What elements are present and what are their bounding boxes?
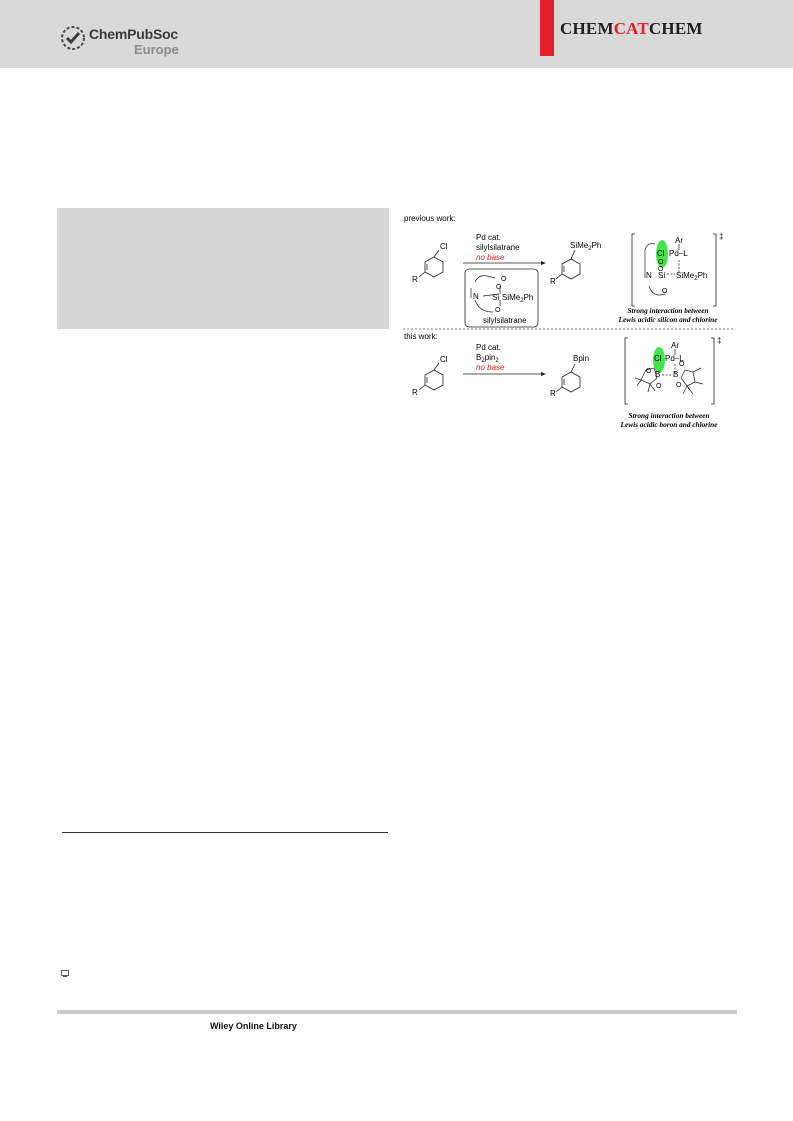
- current-ts-b2: B: [673, 370, 679, 379]
- previous-reactant-r: R: [412, 275, 418, 284]
- footnote-rule: [62, 832, 388, 833]
- reaction-scheme: [403, 208, 733, 433]
- current-cond-catalyst: Pd cat.: [476, 343, 501, 352]
- publisher-name: ChemPubSoc: [89, 26, 179, 42]
- silatrane-si: Si: [492, 293, 500, 302]
- current-ts-o3: O: [679, 361, 685, 368]
- current-ts-brackets: [625, 338, 714, 404]
- this-work-heading: this work:: [404, 332, 438, 341]
- previous-product: [556, 250, 580, 279]
- footer-rule: [57, 1010, 737, 1014]
- journal-accent-bar: [540, 0, 554, 56]
- silatrane-o-bottom: O: [495, 307, 501, 314]
- previous-ts-simeph: SiMe$_2$Ph: [676, 271, 708, 282]
- page-header: [0, 0, 793, 68]
- previous-work-heading: previous work:: [404, 214, 456, 223]
- previous-ts-cl: Cl: [657, 249, 665, 258]
- silylsilatrane-label: silylsilatrane: [483, 316, 527, 325]
- current-reactant: [419, 363, 443, 390]
- wiley-online-library[interactable]: Wiley Online Library: [210, 1021, 297, 1031]
- current-ts-ar: Ar: [671, 341, 679, 350]
- current-product-bpin: Bpin: [573, 354, 590, 363]
- previous-cond-catalyst: Pd cat.: [476, 233, 501, 242]
- supporting-info-icon[interactable]: [61, 970, 69, 977]
- previous-ts-n: N: [646, 271, 652, 280]
- current-product-r: R: [550, 389, 556, 398]
- current-ts-o1: O: [646, 368, 652, 375]
- previous-ts-pdl: Pd–L: [669, 249, 688, 258]
- scheme-graphic: [403, 208, 733, 433]
- current-ts-o2: O: [656, 383, 662, 390]
- previous-reactant-cl: Cl: [440, 242, 448, 251]
- current-cond-reagent: $B_2pin_2$: [476, 353, 499, 364]
- current-caption-line2: Lewis acidic boron and chlorine: [620, 420, 718, 429]
- current-caption-line1: Strong interaction between: [628, 411, 710, 420]
- previous-ts-o2: O: [658, 266, 664, 273]
- current-ts-dagger: ‡: [717, 336, 722, 345]
- current-product: [556, 364, 580, 392]
- previous-caption-line1: Strong interaction between: [627, 306, 709, 315]
- previous-product-r: R: [550, 277, 556, 286]
- previous-ts-brackets: [632, 234, 716, 306]
- current-ts-pdl: Pd–L: [665, 354, 684, 363]
- current-reactant-cl: Cl: [440, 355, 448, 364]
- silatrane-o-mid: O: [496, 284, 502, 291]
- chempubsoc-star-icon: [60, 25, 86, 51]
- previous-reactant: [419, 250, 443, 277]
- current-ts-b1: B: [655, 370, 661, 379]
- previous-ts-dagger: ‡: [719, 232, 724, 241]
- previous-cond-nobase: no base: [476, 253, 505, 262]
- previous-ts-o1: O: [658, 259, 664, 266]
- silatrane-o-top: O: [501, 276, 507, 283]
- silatrane-n: N: [473, 292, 479, 301]
- current-arrow: [463, 372, 546, 376]
- current-cond-nobase: no base: [476, 363, 505, 372]
- current-ts-cl: Cl: [654, 354, 662, 363]
- current-ts-o4: O: [676, 382, 682, 389]
- previous-ts-si: Si: [658, 271, 666, 280]
- journal-title: CHEMCATCHEM: [560, 19, 703, 38]
- previous-cond-reagent: silylsilatrane: [476, 243, 520, 252]
- abstract-box: [57, 208, 389, 329]
- publisher-region: Europe: [134, 42, 179, 57]
- chempubsoc-logo: [60, 23, 200, 59]
- previous-ts-o3: O: [662, 288, 668, 295]
- previous-ts-ar: Ar: [675, 236, 683, 245]
- previous-caption-line2: Lewis acidic silicon and chlorine: [618, 315, 718, 324]
- silatrane-simeph: SiMe$_2$Ph: [502, 293, 534, 304]
- current-reactant-r: R: [412, 388, 418, 397]
- previous-product-silyl: SiMe$_2$Ph: [570, 241, 602, 252]
